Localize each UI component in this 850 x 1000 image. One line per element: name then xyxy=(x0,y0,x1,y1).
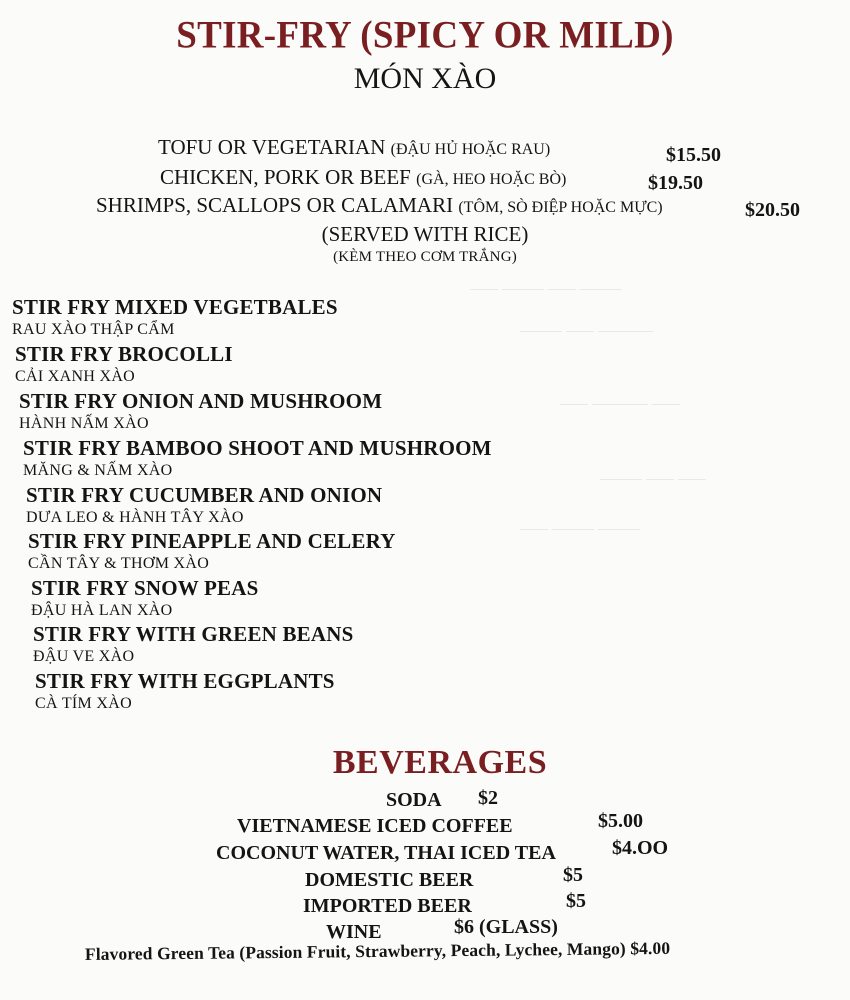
page-subtitle: MÓN XÀO xyxy=(353,62,497,95)
beverage-name: SODA xyxy=(386,789,442,811)
menu-item-viet: CẢI XANH XÀO xyxy=(15,368,136,385)
menu-item xyxy=(35,669,335,713)
menu-item xyxy=(19,389,382,433)
price-row-viet: (GÀ, HEO HOẶC BÒ) xyxy=(416,171,567,188)
price-row-label: TOFU OR VEGETARIAN xyxy=(158,135,386,159)
beverage-name: DOMESTIC BEER xyxy=(305,869,474,891)
menu-item-name: STIR FRY WITH EGGPLANTS xyxy=(35,669,335,693)
beverage-price: $4.OO xyxy=(612,837,669,859)
beverage-name: IMPORTED BEER xyxy=(303,895,472,917)
menu-item-viet: HÀNH NẤM XÀO xyxy=(19,415,149,432)
menu-item-name: STIR FRY BROCOLLI xyxy=(15,342,233,366)
menu-item-name: STIR FRY BAMBOO SHOOT AND MUSHROOM xyxy=(23,436,492,460)
beverage-name: WINE xyxy=(326,921,382,943)
served-note-vi: (KÈM THEO CƠM TRẮNG) xyxy=(333,249,517,265)
menu-item xyxy=(12,295,338,339)
menu-item-viet: ĐẬU HÀ LAN XÀO xyxy=(31,602,173,619)
bleed-through-mark: —— ———— —— xyxy=(560,395,680,411)
price-row-viet: (TÔM, SÒ ĐIỆP HOẶC MỰC) xyxy=(458,199,663,216)
menu-item-name: STIR FRY SNOW PEAS xyxy=(31,576,259,600)
menu-item-name: STIR FRY CUCUMBER AND ONION xyxy=(26,483,383,507)
beverage-green-tea: Flavored Green Tea (Passion Fruit, Strawberry, Peach, Lychee, Mango) $4.00 xyxy=(84,937,671,964)
menu-item-viet: ĐẬU VE XÀO xyxy=(33,648,135,665)
beverage-price: $5 xyxy=(566,890,586,912)
price-row-seafood xyxy=(96,193,663,218)
price-row-label: CHICKEN, PORK OR BEEF xyxy=(160,165,411,189)
served-note-en: (SERVED WITH RICE) xyxy=(321,222,529,246)
beverage-name: VIETNAMESE ICED COFFEE xyxy=(237,815,513,837)
price-row-tofu xyxy=(158,135,550,160)
beverage-price: $5 xyxy=(563,864,583,886)
menu-item xyxy=(23,436,492,480)
menu-item-name: STIR FRY PINEAPPLE AND CELERY xyxy=(28,529,396,553)
beverage-name: COCONUT WATER, THAI ICED TEA xyxy=(216,842,556,864)
menu-item-name: STIR FRY MIXED VEGETBALES xyxy=(12,295,338,319)
bleed-through-mark: ——— —— —— xyxy=(600,470,706,486)
beverage-price: $5.00 xyxy=(598,810,643,832)
bleed-through-mark: —— ——— —— ——— xyxy=(470,280,622,296)
price-meat: $19.50 xyxy=(648,172,703,194)
served-note xyxy=(0,222,850,266)
menu-item xyxy=(15,342,233,386)
beverages-title: BEVERAGES xyxy=(332,744,548,781)
bleed-through-mark: —— ——— ——— xyxy=(520,520,640,536)
beverage-price: $6 (GLASS) xyxy=(454,916,558,938)
menu-item xyxy=(31,576,259,620)
menu-item-name: STIR FRY WITH GREEN BEANS xyxy=(33,622,354,646)
beverage-price: $2 xyxy=(478,787,498,809)
price-row-meat xyxy=(160,165,566,190)
menu-item-viet: MĂNG & NẤM XÀO xyxy=(23,462,173,479)
price-row-viet: (ĐẬU HỦ HOẶC RAU) xyxy=(390,141,551,158)
menu-item xyxy=(28,529,396,573)
menu-item xyxy=(26,483,382,527)
menu-item-viet: DƯA LEO & HÀNH TÂY XÀO xyxy=(26,509,244,526)
menu-item-viet: CẦN TÂY & THƠM XÀO xyxy=(28,555,210,572)
page-title: STIR-FRY (SPICY OR MILD) xyxy=(176,13,674,58)
menu-item-viet: CÀ TÍM XÀO xyxy=(35,695,132,712)
menu-item xyxy=(33,622,354,666)
bleed-through-mark: ——— —— ———— xyxy=(520,322,654,338)
price-seafood: $20.50 xyxy=(745,199,800,221)
menu-item-name: STIR FRY ONION AND MUSHROOM xyxy=(19,389,383,413)
menu-item-viet: RAU XÀO THẬP CẨM xyxy=(12,321,175,338)
price-row-label: SHRIMPS, SCALLOPS OR CALAMARI xyxy=(96,193,454,217)
price-tofu: $15.50 xyxy=(666,144,721,166)
